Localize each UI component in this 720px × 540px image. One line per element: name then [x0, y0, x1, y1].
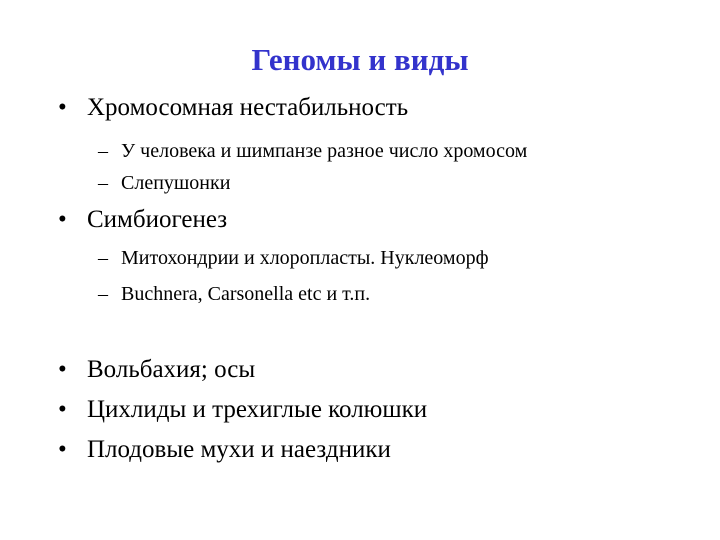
bullet-icon: • [58, 206, 67, 233]
bullet-text: Цихлиды и трехиглые колюшки [87, 396, 428, 423]
sub-bullet-text: Митохондрии и хлоропласты. Нуклеоморф [121, 247, 489, 269]
bullet-icon: • [58, 356, 67, 383]
dash-icon: – [98, 283, 108, 305]
bullet-text: Плодовые мухи и наездники [87, 436, 391, 463]
bullet-icon: • [58, 436, 67, 463]
sub-bullet-text: У человека и шимпанзе разное число хромосом [121, 140, 528, 162]
dash-icon: – [98, 140, 108, 162]
bullet-text: Хромосомная нестабильность [87, 94, 409, 121]
dash-icon: – [98, 247, 108, 269]
slide-title: Геномы и виды [251, 42, 469, 77]
sub-bullet-text: Buchnera, Carsonella etc и т.п. [121, 283, 371, 305]
bullet-icon: • [58, 396, 67, 423]
dash-icon: – [98, 172, 108, 194]
sub-bullet-text: Слепушонки [121, 172, 231, 194]
bullet-text: Вольбахия; осы [87, 356, 256, 383]
bullet-text: Симбиогенез [87, 206, 228, 233]
bullet-icon: • [58, 94, 67, 121]
